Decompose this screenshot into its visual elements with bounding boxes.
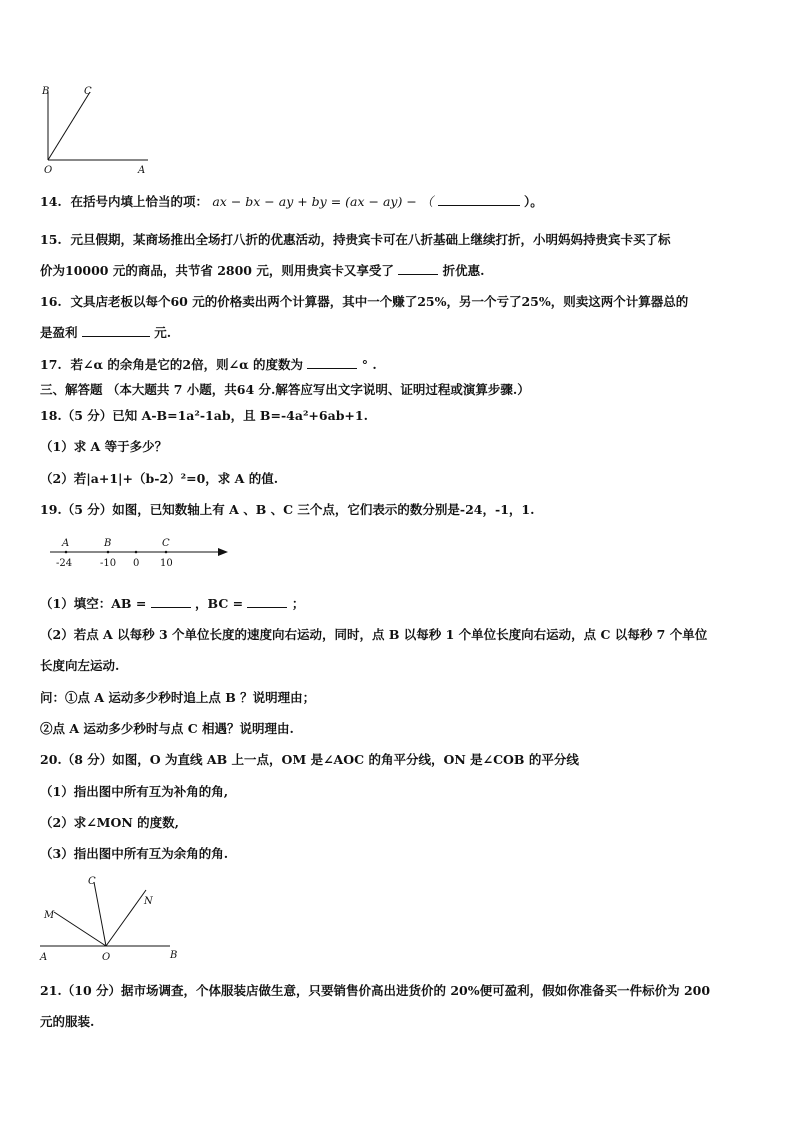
label-o: O xyxy=(44,165,53,176)
question-18-part-2: （2）若|a+1|+（b-2）²=0，求 A 的值. xyxy=(40,471,279,486)
question-number: 16. xyxy=(40,294,62,309)
ray-on xyxy=(106,890,146,946)
question-20: 20.（8 分）如图，O 为直线 AB 上一点，OM 是∠AOC 的角平分线，ON 是∠COB 的平分线 xyxy=(40,752,579,767)
question-21-line-2: 元的服装. xyxy=(40,1014,95,1029)
answer-blank[interactable] xyxy=(82,324,150,337)
question-18-part-1: （1）求 A 等于多少？ xyxy=(40,439,168,454)
question-19: 19.（5 分）如图，已知数轴上有 A 、B 、C 三个点，它们表示的数分别是-24，-1，1. xyxy=(40,502,535,517)
question-19-ask-2: ②点 A 运动多少秒时与点 C 相遇？说明理由. xyxy=(40,721,294,736)
question-text: 元. xyxy=(154,325,172,340)
ray-om xyxy=(54,912,106,946)
tick-label: 10 xyxy=(160,558,173,569)
angle-figure-top xyxy=(30,78,160,176)
question-text: （1）填空：AB = xyxy=(40,596,147,611)
label-c: C xyxy=(84,86,92,97)
tick-label: 0 xyxy=(133,558,140,569)
question-19-part-1 xyxy=(40,594,304,612)
question-21-line-1: 21.（10 分）据市场调查，个体服装店做生意，只要销售价高出进货价的 20%便可盈利，假如你准备买一件标价为 200 xyxy=(40,983,711,998)
tick-zero xyxy=(135,551,138,554)
answer-blank[interactable] xyxy=(307,356,357,369)
point-label-c: C xyxy=(162,538,170,549)
question-20-part-3: （3）指出图中所有互为余角的角. xyxy=(40,846,229,861)
angle-figure-q20 xyxy=(36,868,196,968)
question-text: ； xyxy=(291,596,305,611)
label-o: O xyxy=(102,952,111,963)
section-heading: 三、解答题 （本大题共 7 小题，共64 分.解答应写出文字说明、证明过程或演算步骤.） xyxy=(40,382,530,397)
question-text: 在括号内填上恰当的项： xyxy=(70,194,208,209)
question-20-part-1: （1）指出图中所有互为补角的角, xyxy=(40,784,229,799)
label-b: B xyxy=(170,950,178,961)
question-16-line-1 xyxy=(40,292,688,310)
question-20-part-2: （2）求∠MON 的度数, xyxy=(40,815,180,830)
question-15-line-1 xyxy=(40,230,670,248)
question-number: 15. xyxy=(40,232,62,247)
label-n: N xyxy=(144,896,153,907)
question-text: 文具店老板以每个60 元的价格卖出两个计算器，其中一个赚了25%，另一个亏了25%，则卖这两个计算器总的 xyxy=(70,294,689,309)
question-text: 价为10000 元的商品，共节省 2800 元，则用贵宾卡又享受了 xyxy=(40,263,394,278)
point-c xyxy=(165,551,168,554)
question-19-part-2-line-2: 长度向左运动. xyxy=(40,658,120,673)
expression: ax − bx − ay + by = (ax − ay) − （ xyxy=(212,194,434,209)
ray-oc xyxy=(48,92,90,160)
question-text: ° . xyxy=(361,357,377,372)
point-label-b: B xyxy=(104,538,112,549)
answer-blank[interactable] xyxy=(438,193,520,206)
question-15-line-2 xyxy=(40,261,484,279)
label-a: A xyxy=(138,165,146,176)
answer-blank-bc[interactable] xyxy=(247,595,287,608)
question-19-part-2-line-1: （2）若点 A 以每秒 3 个单位长度的速度向右运动，同时，点 B 以每秒 1 个单位长度向右运动，点 C 以每秒 7 个单位 xyxy=(40,627,708,642)
question-19-ask-1: 问：①点 A 运动多少秒时追上点 B ？说明理由； xyxy=(40,690,316,705)
answer-blank[interactable] xyxy=(398,262,438,275)
question-tail: ）。 xyxy=(524,194,543,209)
number-line-figure xyxy=(46,534,236,574)
question-number: 17. xyxy=(40,357,62,372)
point-label-a: A xyxy=(62,538,70,549)
question-text: 折优惠. xyxy=(442,263,485,278)
question-16-line-2 xyxy=(40,323,171,341)
tick-label: -24 xyxy=(56,558,73,569)
question-18: 18.（5 分）已知 A-B=1a²-1ab，且 B=-4a²+6ab+1. xyxy=(40,408,368,423)
question-number: 14. xyxy=(40,194,62,209)
question-14 xyxy=(40,192,543,210)
question-text: 若∠α 的余角是它的2倍，则∠α 的度数为 xyxy=(70,357,304,372)
ray-oc xyxy=(94,882,106,946)
question-text: ，BC = xyxy=(195,596,244,611)
label-a: A xyxy=(40,952,48,963)
answer-blank-ab[interactable] xyxy=(151,595,191,608)
label-b: B xyxy=(42,86,50,97)
question-text: 元旦假期，某商场推出全场打八折的优惠活动，持贵宾卡可在八折基础上继续打折，小明妈妈持贵宾卡买了标 xyxy=(70,232,671,247)
point-a xyxy=(65,551,68,554)
point-b xyxy=(107,551,110,554)
question-text: 是盈利 xyxy=(40,325,78,340)
question-17 xyxy=(40,355,377,373)
axis-arrow-icon xyxy=(218,548,228,556)
tick-label: -10 xyxy=(100,558,117,569)
label-c: C xyxy=(88,876,96,887)
label-m: M xyxy=(44,910,55,921)
